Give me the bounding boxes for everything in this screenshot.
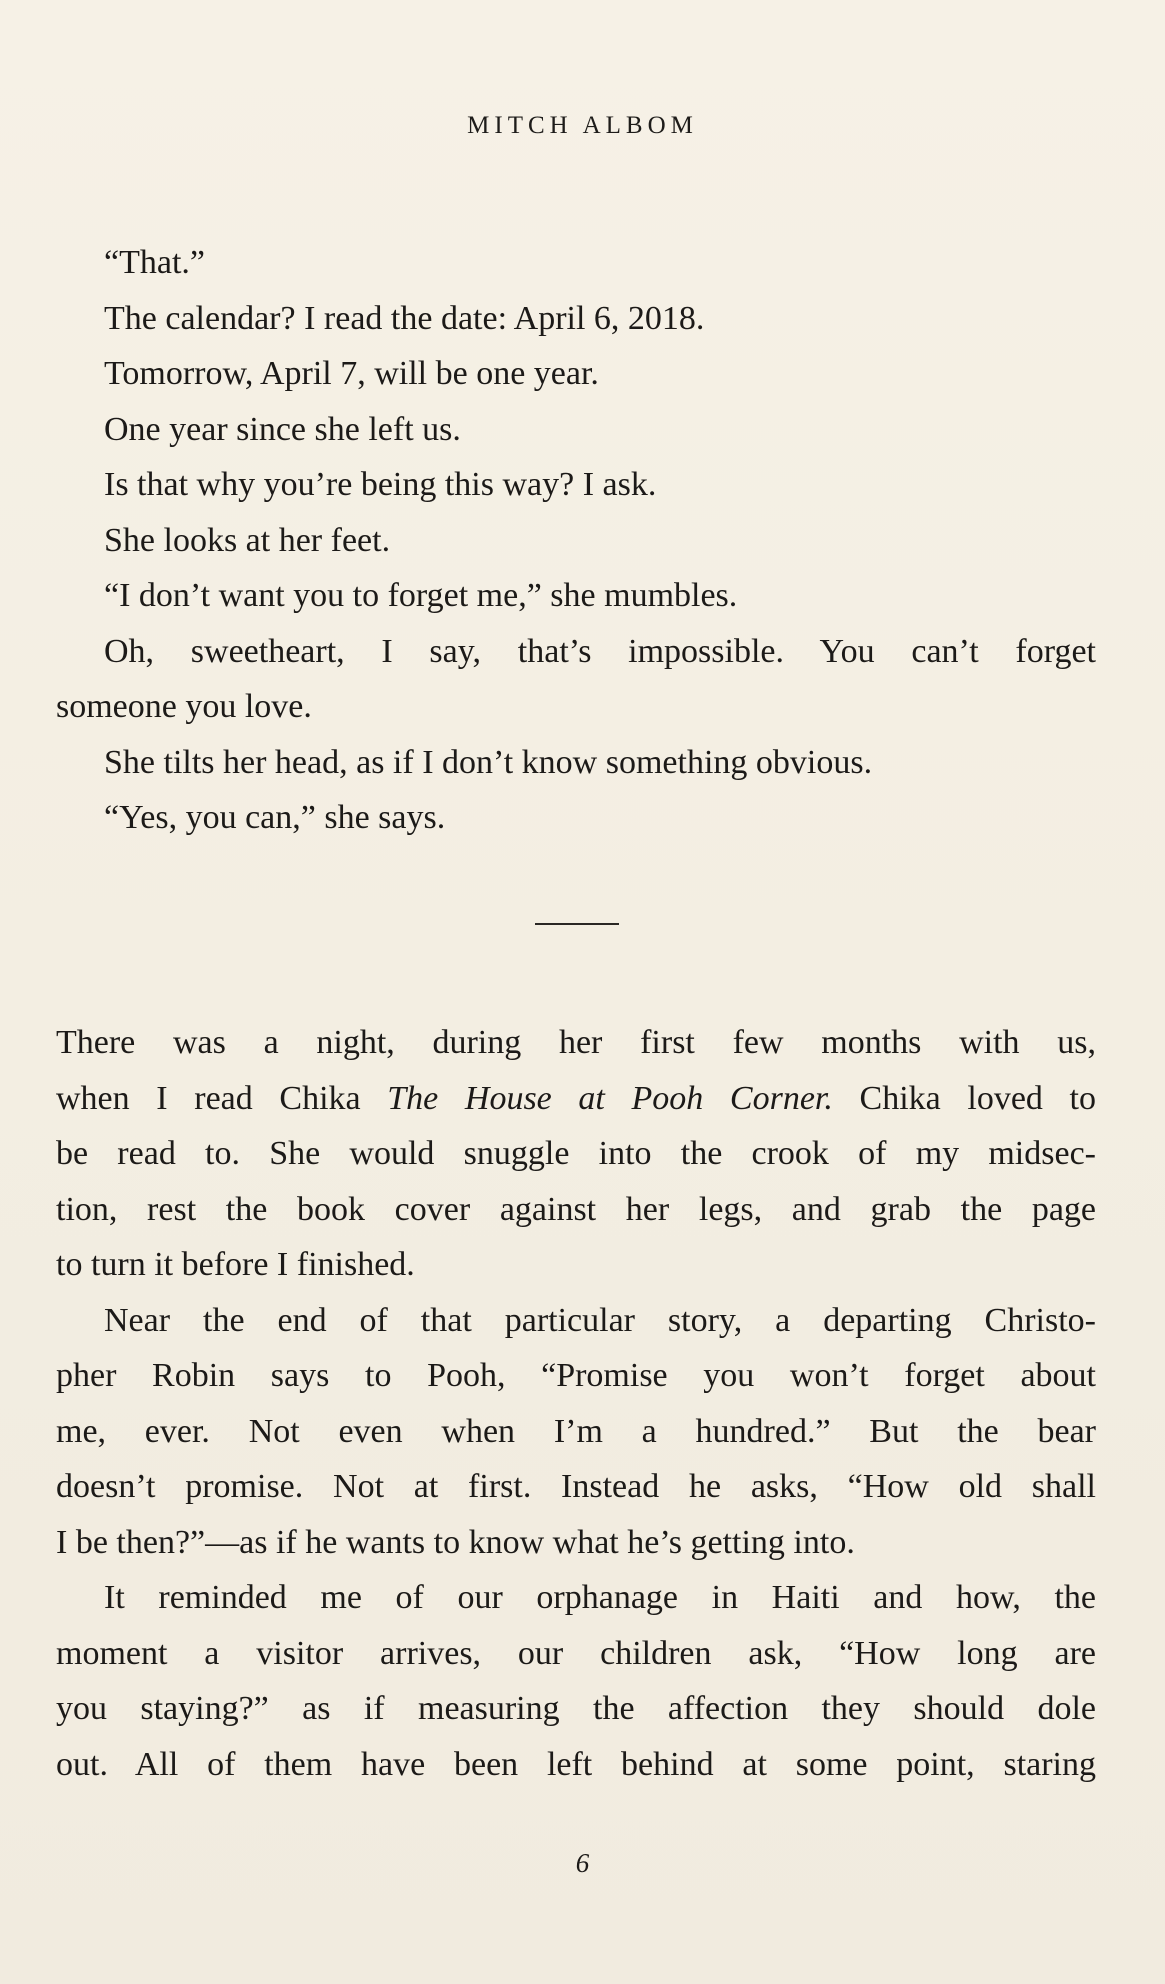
text-line: I be then?”—as if he wants to know what he’s getting into.: [56, 1523, 855, 1561]
page-number: 6: [575, 1848, 590, 1878]
text-line: There was a night, during her first few months with us,: [56, 1024, 1096, 1061]
text-line: Oh, sweetheart, I say, that’s impossible. You can’t forget: [104, 632, 1096, 670]
text-span: Chika loved to: [832, 1079, 1096, 1117]
text-line: She looks at her feet.: [104, 521, 391, 559]
text-line: someone you love.: [56, 688, 312, 725]
text-line: She tilts her head, as if I don’t know something obvious.: [104, 743, 873, 781]
text-line: It reminded me of our orphanage in Haiti and how, the: [104, 1579, 1096, 1616]
text-line: “That.”: [104, 244, 205, 281]
text-line: out. All of them have been left behind at some point, staring: [56, 1745, 1096, 1783]
section-divider: [535, 923, 619, 925]
text-line: [56, 1071, 1096, 1127]
text-line: be read to. She would snuggle into the crook of my midsec-: [56, 1135, 1096, 1172]
paragraph: [56, 1293, 1096, 1571]
narrative-section: [56, 1015, 1096, 1792]
text-line: tion, rest the book cover against her legs, and grab the page: [56, 1190, 1096, 1228]
dialogue-section: [56, 235, 1096, 846]
running-head: MITCH ALBOM: [467, 112, 698, 139]
text-line: “I don’t want you to forget me,” she mumbles.: [104, 577, 738, 614]
text-line: One year since she left us.: [104, 410, 461, 448]
text-line: Near the end of that particular story, a departing Christo-: [104, 1301, 1096, 1339]
paragraph: [56, 1570, 1096, 1792]
text-line: “Yes, you can,” she says.: [104, 799, 446, 836]
text-line: Tomorrow, April 7, will be one year.: [104, 355, 599, 392]
text-line: The calendar? I read the date: April 6, 2018.: [104, 299, 705, 337]
book-title: The House at Pooh Corner.: [387, 1079, 833, 1117]
text-line: pher Robin says to Pooh, “Promise you won’t forget about: [56, 1357, 1096, 1394]
text-line: me, ever. Not even when I’m a hundred.” But the bear: [56, 1412, 1096, 1450]
paragraph: [56, 1015, 1096, 1293]
text-span: when I read Chika: [56, 1079, 388, 1117]
text-line: Is that why you’re being this way? I ask.: [104, 466, 657, 503]
text-line: moment a visitor arrives, our children ask, “How long are: [56, 1634, 1096, 1672]
text-line: doesn’t promise. Not at first. Instead he asks, “How old shall: [56, 1468, 1096, 1505]
text-line: you staying?” as if measuring the affection they should dole: [56, 1690, 1096, 1727]
text-line: to turn it before I finished.: [56, 1246, 415, 1283]
